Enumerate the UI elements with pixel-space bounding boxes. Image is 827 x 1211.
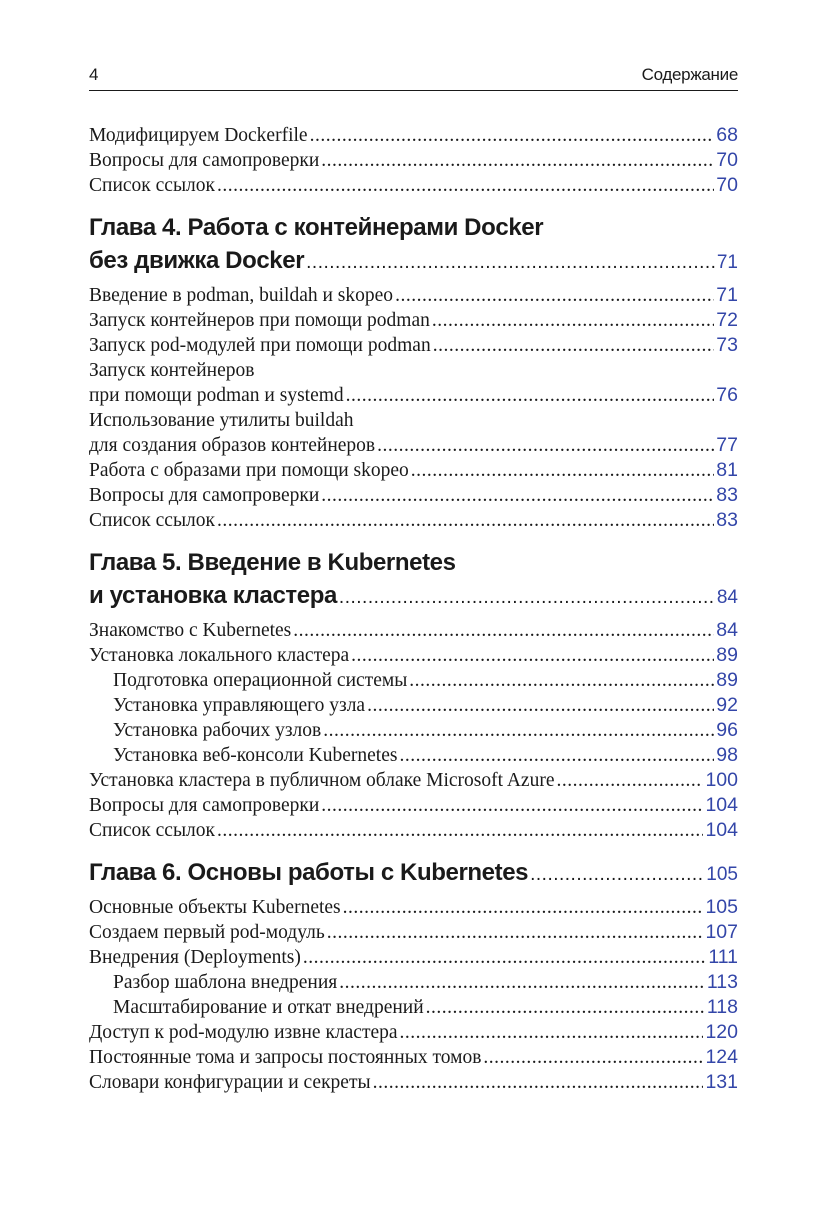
dot-leader: [321, 793, 703, 818]
dot-leader: [557, 768, 704, 793]
toc-entry-line: [89, 483, 738, 508]
dot-leader: [409, 668, 714, 693]
toc-entry-line: [89, 283, 738, 308]
dot-leader: [217, 508, 714, 533]
toc-entry-title: при помощи podman и systemd: [89, 385, 344, 406]
toc-entry-title: Подготовка операционной системы: [113, 670, 408, 691]
toc-entry-title: и установка кластера: [89, 582, 337, 609]
toc-entry-line: [89, 920, 738, 945]
toc-entry-title: Список ссылок: [89, 510, 215, 531]
toc-subsection: [89, 995, 738, 1020]
toc-section: [89, 483, 738, 508]
toc-entry-leading-line: Глава 4. Работа с контейнерами Docker: [89, 214, 544, 241]
toc-entry-title: Запуск pod-модулей при помощи podman: [89, 335, 431, 356]
toc-subsection: [89, 718, 738, 743]
toc-page-number: 111: [708, 946, 738, 968]
toc-page-number: 89: [716, 669, 738, 691]
toc-entry-title: Масштабирование и откат внедрений: [113, 997, 424, 1018]
toc-entry-line: [89, 1045, 738, 1070]
toc-entry-line: [89, 508, 738, 533]
toc-page-number: 71: [716, 284, 738, 306]
toc-page-number: 73: [716, 334, 738, 356]
toc-entry-title: Установка кластера в публичном облаке Microsoft Azure: [89, 770, 555, 791]
toc-entry-line: [89, 123, 738, 148]
toc-section: [89, 793, 738, 818]
dot-leader: [351, 643, 714, 668]
toc-entry-title: Вопросы для самопроверки: [89, 150, 320, 171]
toc-page-number: 100: [705, 769, 738, 791]
toc-entry-line: [89, 383, 738, 408]
toc-section: [89, 508, 738, 533]
toc-page-number: 98: [716, 744, 738, 766]
toc-page-number: 92: [716, 694, 738, 716]
dot-leader: [432, 308, 714, 333]
dot-leader: [321, 483, 714, 508]
dot-leader: [433, 333, 715, 358]
toc-page-number: 105: [706, 864, 738, 885]
toc-page-number: 96: [716, 719, 738, 741]
toc-entry-title: Словари конфигурации и секреты: [89, 1072, 371, 1093]
toc-page-number: 105: [705, 896, 738, 918]
dot-leader: [306, 246, 715, 279]
toc-page-number: 131: [705, 1071, 738, 1093]
toc-entry-line: [89, 1020, 738, 1045]
toc-section: [89, 618, 738, 643]
toc-entry-leading-line: Использование утилиты buildah: [89, 410, 354, 431]
toc-entry-title: Глава 6. Основы работы с Kubernetes: [89, 859, 529, 886]
toc-entry-line: [89, 895, 738, 920]
toc-entry-line: [89, 244, 738, 279]
dot-leader: [217, 818, 703, 843]
toc-section: [89, 768, 738, 793]
toc-chapter: [89, 856, 738, 891]
toc-entry-title: Модифицируем Dockerfile: [89, 125, 308, 146]
toc-section: [89, 308, 738, 333]
toc-chapter: [89, 211, 738, 279]
toc-section: [89, 408, 738, 458]
toc-section: [89, 123, 738, 148]
toc-entry-title: Вопросы для самопроверки: [89, 485, 320, 506]
toc-section: [89, 458, 738, 483]
toc-entry-leading-line: Запуск контейнеров: [89, 360, 255, 381]
table-of-contents: [89, 123, 738, 1095]
toc-subsection: [89, 970, 738, 995]
toc-page-number: 76: [716, 384, 738, 406]
toc-section: [89, 1045, 738, 1070]
dot-leader: [411, 458, 715, 483]
toc-page-number: 104: [705, 819, 738, 841]
toc-entry-title: Работа с образами при помощи skopeo: [89, 460, 409, 481]
dot-leader: [483, 1045, 703, 1070]
toc-subsection: [89, 693, 738, 718]
toc-entry-title: Введение в podman, buildah и skopeo: [89, 285, 394, 306]
toc-entry-title: Установка управляющего узла: [113, 695, 366, 716]
toc-page-number: 81: [716, 459, 738, 481]
toc-entry-title: Доступ к pod-модулю извне кластера: [89, 1022, 398, 1043]
toc-section: [89, 1020, 738, 1045]
dot-leader: [310, 123, 715, 148]
toc-entry-title: Постоянные тома и запросы постоянных томов: [89, 1047, 482, 1068]
toc-entry-line: [113, 995, 738, 1020]
toc-chapter: [89, 546, 738, 614]
toc-page-number: 113: [706, 971, 738, 993]
dot-leader: [399, 743, 714, 768]
toc-page-number: 84: [716, 587, 738, 608]
dot-leader: [327, 920, 704, 945]
dot-leader: [395, 283, 714, 308]
toc-entry-line: [113, 743, 738, 768]
toc-section: [89, 920, 738, 945]
toc-entry-title: Вопросы для самопроверки: [89, 795, 320, 816]
toc-entry-line: [89, 308, 738, 333]
toc-entry-line: [113, 718, 738, 743]
toc-entry-line: [89, 793, 738, 818]
toc-entry-title: Основные объекты Kubernetes: [89, 897, 341, 918]
toc-page-number: 89: [716, 644, 738, 666]
toc-page-number: 68: [716, 124, 738, 146]
toc-entry-title: Установка веб-консоли Kubernetes: [113, 745, 398, 766]
toc-page-number: 71: [716, 252, 738, 273]
toc-page-number: 84: [716, 619, 738, 641]
toc-page-number: 77: [716, 434, 738, 456]
page-number: 4: [89, 65, 99, 84]
toc-entry-leading-line: Глава 5. Введение в Kubernetes: [89, 549, 456, 576]
toc-page-number: 72: [716, 309, 738, 331]
dot-leader: [400, 1020, 704, 1045]
dot-leader: [530, 858, 704, 891]
toc-entry-line: [89, 148, 738, 173]
toc-page-number: 120: [705, 1021, 738, 1043]
dot-leader: [426, 995, 705, 1020]
toc-entry-title: Знакомство с Kubernetes: [89, 620, 292, 641]
toc-entry-line: [89, 173, 738, 198]
toc-entry-line: [89, 618, 738, 643]
dot-leader: [339, 970, 705, 995]
toc-entry-line: [89, 458, 738, 483]
toc-section: [89, 333, 738, 358]
toc-entry-line: [89, 579, 738, 614]
dot-leader: [217, 173, 714, 198]
running-title: Содержание: [641, 65, 738, 84]
dot-leader: [346, 383, 715, 408]
toc-page-number: 83: [716, 484, 738, 506]
dot-leader: [377, 433, 714, 458]
toc-entry-line: [113, 693, 738, 718]
dot-leader: [303, 945, 707, 970]
dot-leader: [323, 718, 714, 743]
toc-page-number: 107: [705, 921, 738, 943]
toc-entry-title: для создания образов контейнеров: [89, 435, 376, 456]
toc-section: [89, 818, 738, 843]
toc-section: [89, 173, 738, 198]
dot-leader: [339, 581, 715, 614]
toc-section: [89, 895, 738, 920]
toc-section: [89, 643, 738, 668]
toc-entry-line: [89, 1070, 738, 1095]
dot-leader: [321, 148, 714, 173]
toc-section: [89, 945, 738, 970]
toc-page-number: 104: [705, 794, 738, 816]
toc-subsection: [89, 668, 738, 693]
toc-entry-title: Установка локального кластера: [89, 645, 350, 666]
dot-leader: [373, 1070, 704, 1095]
toc-entry-title: Внедрения (Deployments): [89, 947, 301, 968]
toc-entry-line: [113, 668, 738, 693]
toc-entry-line: [113, 970, 738, 995]
toc-section: [89, 1070, 738, 1095]
toc-page-number: 70: [716, 149, 738, 171]
toc-entry-title: Разбор шаблона внедрения: [113, 972, 338, 993]
toc-entry-line: [89, 433, 738, 458]
toc-page-number: 83: [716, 509, 738, 531]
dot-leader: [367, 693, 714, 718]
toc-page-number: 118: [706, 996, 738, 1018]
toc-entry-title: Запуск контейнеров при помощи podman: [89, 310, 430, 331]
toc-subsection: [89, 743, 738, 768]
toc-entry-title: Создаем первый pod-модуль: [89, 922, 325, 943]
toc-entry-line: [89, 333, 738, 358]
toc-page-number: 124: [705, 1046, 738, 1068]
toc-page-number: 70: [716, 174, 738, 196]
toc-section: [89, 283, 738, 308]
toc-entry-title: без движка Docker: [89, 247, 305, 274]
toc-entry-title: Установка рабочих узлов: [113, 720, 322, 741]
dot-leader: [343, 895, 704, 920]
toc-entry-line: [89, 768, 738, 793]
toc-entry-line: [89, 856, 738, 891]
toc-entry-title: Список ссылок: [89, 175, 215, 196]
toc-entry-line: [89, 945, 738, 970]
toc-entry-title: Список ссылок: [89, 820, 215, 841]
running-header: [89, 64, 738, 91]
toc-entry-line: [89, 818, 738, 843]
toc-section: [89, 148, 738, 173]
toc-section: [89, 358, 738, 408]
toc-entry-line: [89, 643, 738, 668]
dot-leader: [293, 618, 714, 643]
